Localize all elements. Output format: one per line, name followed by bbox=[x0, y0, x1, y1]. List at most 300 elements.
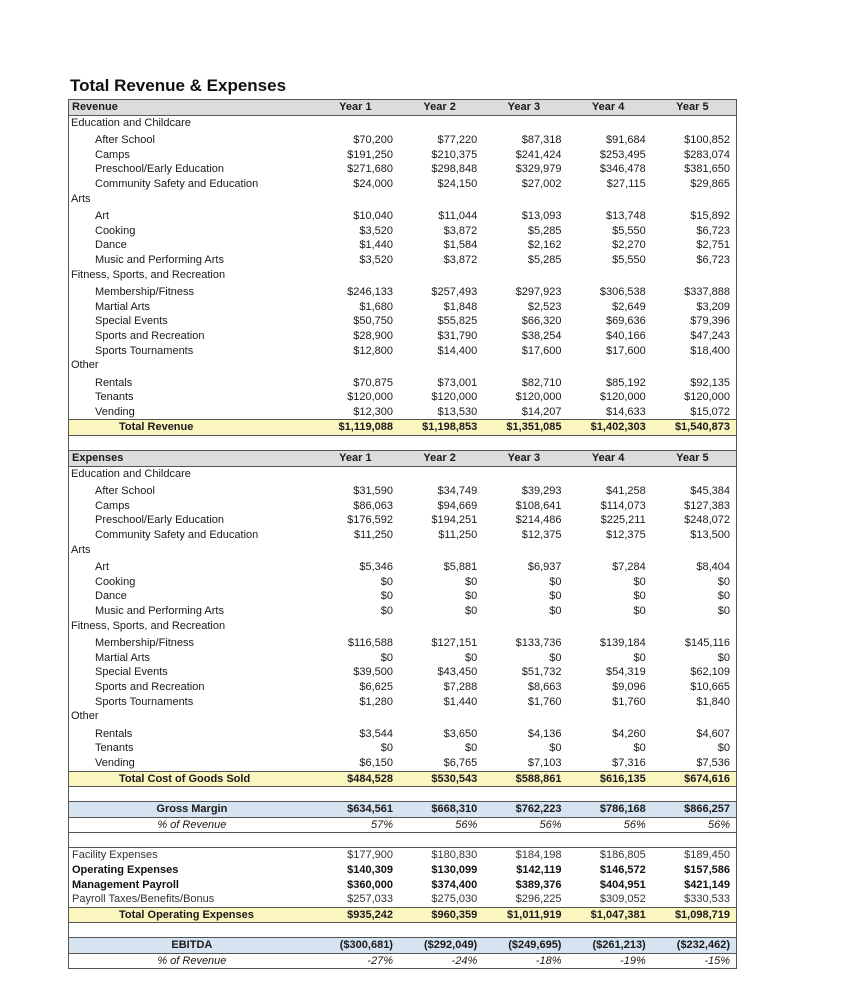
value-cell: $12,800 bbox=[353, 344, 393, 357]
line-item-label: Special Events bbox=[95, 315, 168, 328]
line-item-row bbox=[69, 499, 736, 514]
value-cell: $1,680 bbox=[359, 300, 393, 313]
line-item-row bbox=[69, 756, 736, 771]
line-item-label: Vending bbox=[95, 405, 135, 418]
value-cell: $1,760 bbox=[527, 695, 562, 708]
ebitda-pct-row bbox=[69, 953, 736, 968]
value-cell: $24,150 bbox=[437, 177, 478, 190]
value-cell: $13,500 bbox=[690, 529, 730, 542]
value-cell: $120,000 bbox=[599, 391, 646, 404]
value-cell: $935,242 bbox=[315, 907, 399, 923]
value-cell: $82,710 bbox=[521, 376, 562, 389]
line-item-row bbox=[69, 665, 736, 680]
operating-expense-label: Payroll Taxes/Benefits/Bonus bbox=[72, 893, 215, 906]
value-cell: $374,400 bbox=[431, 878, 478, 891]
value-cell: -24% bbox=[451, 954, 478, 967]
category-label: Fitness, Sports, and Recreation bbox=[71, 268, 226, 281]
line-item-row bbox=[69, 741, 736, 756]
value-cell: $0 bbox=[717, 742, 730, 755]
value-cell: $24,000 bbox=[353, 177, 393, 190]
value-cell: $9,096 bbox=[612, 680, 646, 693]
value-cell: $4,136 bbox=[527, 727, 562, 740]
value-cell: $31,790 bbox=[437, 329, 478, 342]
category-label: Arts bbox=[71, 192, 91, 205]
value-cell: $421,149 bbox=[684, 878, 730, 891]
value-cell: $360,000 bbox=[347, 878, 393, 891]
value-cell: $38,254 bbox=[521, 329, 562, 342]
value-cell: $3,872 bbox=[443, 224, 478, 237]
value-cell: $1,119,088 bbox=[315, 420, 399, 436]
line-item-label: Art bbox=[95, 210, 110, 223]
value-cell: $0 bbox=[717, 590, 730, 603]
value-cell: $39,293 bbox=[521, 485, 562, 498]
value-cell: $588,861 bbox=[483, 771, 567, 787]
value-cell: $346,478 bbox=[599, 163, 646, 176]
value-cell: $6,150 bbox=[359, 756, 393, 769]
value-cell: $50,750 bbox=[353, 315, 393, 328]
line-item-row bbox=[69, 528, 736, 543]
value-cell: $1,198,853 bbox=[399, 420, 483, 436]
value-cell: $5,550 bbox=[612, 224, 646, 237]
value-cell: $11,250 bbox=[354, 529, 393, 542]
value-cell: $225,211 bbox=[600, 514, 646, 527]
operating-expense-label: Facility Expenses bbox=[69, 848, 315, 863]
value-cell: $12,375 bbox=[521, 529, 562, 542]
value-cell: $530,543 bbox=[399, 771, 483, 787]
value-cell: $3,544 bbox=[359, 727, 393, 740]
value-cell: $120,000 bbox=[347, 391, 393, 404]
value-cell: ($232,462) bbox=[652, 938, 736, 954]
value-cell: $3,650 bbox=[443, 727, 478, 740]
value-cell: $0 bbox=[633, 742, 646, 755]
line-item-label: Cooking bbox=[95, 224, 136, 237]
value-cell: $145,116 bbox=[684, 637, 730, 650]
line-item-label: Cooking bbox=[95, 575, 136, 588]
line-item-label: Sports and Recreation bbox=[95, 680, 205, 693]
line-item-row bbox=[69, 238, 736, 253]
value-cell: $0 bbox=[380, 742, 393, 755]
value-cell: $3,520 bbox=[359, 253, 393, 266]
line-item-row bbox=[69, 724, 736, 742]
year-header: Year 5 bbox=[652, 100, 736, 115]
value-cell: $7,536 bbox=[696, 756, 730, 769]
value-cell: $180,830 bbox=[399, 848, 483, 863]
value-cell: ($261,213) bbox=[567, 938, 651, 954]
value-cell: $133,736 bbox=[515, 637, 562, 650]
value-cell: $39,500 bbox=[353, 666, 393, 679]
value-cell: $271,680 bbox=[347, 163, 393, 176]
value-cell: $31,590 bbox=[353, 485, 393, 498]
line-item-row bbox=[69, 405, 736, 420]
value-cell: $186,805 bbox=[567, 848, 651, 863]
value-cell: $86,063 bbox=[353, 499, 393, 512]
line-item-row bbox=[69, 300, 736, 315]
value-cell: $1,098,719 bbox=[652, 907, 736, 923]
value-cell: $79,396 bbox=[690, 315, 730, 328]
value-cell: $130,099 bbox=[431, 863, 478, 876]
value-cell: $0 bbox=[549, 605, 562, 617]
line-item-label: Community Safety and Education bbox=[95, 177, 259, 190]
value-cell: $5,881 bbox=[443, 561, 478, 574]
value-cell: $3,520 bbox=[359, 224, 393, 237]
value-cell: ($300,681) bbox=[315, 938, 399, 954]
value-cell: $2,270 bbox=[612, 239, 646, 252]
value-cell: $54,319 bbox=[605, 666, 646, 679]
line-item-label: Tenants bbox=[95, 742, 134, 755]
line-item-label: Special Events bbox=[95, 666, 168, 679]
gross_margin-pct-row bbox=[69, 817, 736, 833]
category-row bbox=[69, 466, 736, 481]
value-cell: $214,486 bbox=[515, 514, 562, 527]
value-cell: $5,285 bbox=[527, 224, 562, 237]
value-cell: $329,979 bbox=[515, 163, 562, 176]
category-label: Other bbox=[71, 710, 99, 723]
value-cell: $5,285 bbox=[527, 253, 562, 266]
value-cell: 56% bbox=[399, 817, 483, 833]
line-item-label: Martial Arts bbox=[95, 300, 151, 313]
value-cell: $87,318 bbox=[521, 134, 562, 147]
value-cell: $120,000 bbox=[431, 391, 478, 404]
year-header: Year 4 bbox=[567, 100, 651, 115]
value-cell: $2,649 bbox=[612, 300, 646, 313]
value-cell: 56% bbox=[567, 817, 651, 833]
operating-expense-row bbox=[69, 878, 736, 893]
year-header: Year 5 bbox=[652, 451, 736, 467]
value-cell: $47,243 bbox=[690, 329, 730, 342]
value-cell: $11,250 bbox=[438, 529, 478, 542]
line-item-row bbox=[69, 604, 736, 619]
value-cell: $0 bbox=[464, 575, 478, 588]
line-item-row bbox=[69, 224, 736, 239]
value-cell: $94,669 bbox=[437, 499, 478, 512]
operating-expense-row bbox=[69, 863, 736, 878]
value-cell: $6,625 bbox=[359, 680, 393, 693]
value-cell: $7,284 bbox=[612, 561, 646, 574]
value-cell: $1,540,873 bbox=[652, 420, 736, 436]
value-cell: $0 bbox=[464, 742, 478, 755]
value-cell: $13,093 bbox=[521, 210, 562, 223]
value-cell: ($292,049) bbox=[399, 938, 483, 954]
category-label: Other bbox=[71, 359, 99, 372]
value-cell: -27% bbox=[367, 954, 393, 967]
value-cell: $29,865 bbox=[690, 177, 730, 190]
value-cell: $15,892 bbox=[690, 210, 730, 223]
line-item-row bbox=[69, 130, 736, 148]
category-row bbox=[69, 709, 736, 724]
year-header: Year 3 bbox=[483, 451, 567, 467]
value-cell: $4,260 bbox=[612, 727, 646, 740]
revenue-total-row bbox=[69, 420, 736, 436]
value-cell: $0 bbox=[549, 590, 562, 603]
value-cell: $0 bbox=[633, 651, 646, 664]
value-cell: $7,316 bbox=[612, 756, 646, 769]
revenue-header-row bbox=[69, 100, 736, 115]
spacer bbox=[69, 923, 736, 938]
value-cell: $786,168 bbox=[567, 802, 651, 818]
value-cell: $18,400 bbox=[690, 344, 730, 357]
value-cell: $674,616 bbox=[652, 771, 736, 787]
spacer-row bbox=[69, 436, 736, 451]
value-cell: $1,440 bbox=[443, 695, 478, 708]
operating-total-row bbox=[69, 907, 736, 923]
value-cell: $127,383 bbox=[684, 499, 730, 512]
expenses-total-row bbox=[69, 771, 736, 787]
line-item-row bbox=[69, 282, 736, 300]
value-cell: $1,402,303 bbox=[567, 420, 651, 436]
value-cell: $177,900 bbox=[315, 848, 399, 863]
value-cell: $1,584 bbox=[443, 239, 478, 252]
value-cell: $17,600 bbox=[521, 344, 562, 357]
value-cell: $10,040 bbox=[353, 210, 393, 223]
value-cell: $27,115 bbox=[606, 177, 646, 190]
value-cell: $1,047,381 bbox=[567, 907, 651, 923]
line-item-row bbox=[69, 513, 736, 528]
gross_margin-label: Gross Margin bbox=[69, 802, 315, 818]
category-label: Education and Childcare bbox=[71, 116, 191, 129]
value-cell: $0 bbox=[633, 590, 646, 603]
value-cell: $1,280 bbox=[359, 695, 393, 708]
line-item-row bbox=[69, 695, 736, 710]
value-cell: $66,320 bbox=[521, 315, 562, 328]
operating-expense-label: Management Payroll bbox=[72, 878, 179, 891]
value-cell: $634,561 bbox=[315, 802, 399, 818]
value-cell: $140,309 bbox=[347, 863, 393, 876]
value-cell: $8,404 bbox=[696, 561, 730, 574]
value-cell: $15,072 bbox=[690, 405, 730, 418]
value-cell: $191,250 bbox=[347, 148, 393, 161]
value-cell: $0 bbox=[380, 651, 393, 664]
value-cell: $73,001 bbox=[437, 376, 478, 389]
value-cell: $12,300 bbox=[353, 405, 393, 418]
value-cell: -15% bbox=[704, 954, 730, 967]
operating-expense-row bbox=[69, 848, 736, 863]
value-cell: $92,135 bbox=[690, 376, 730, 389]
line-item-label: Music and Performing Arts bbox=[95, 605, 224, 617]
line-item-label: Camps bbox=[95, 148, 130, 161]
value-cell: $70,200 bbox=[353, 134, 393, 147]
line-item-label: Preschool/Early Education bbox=[95, 514, 225, 527]
line-item-label: Camps bbox=[95, 499, 130, 512]
value-cell: -18% bbox=[535, 954, 562, 967]
value-cell: $14,400 bbox=[437, 344, 478, 357]
section-header: Expenses bbox=[69, 451, 315, 467]
operating-expense-label: Operating Expenses bbox=[72, 863, 179, 876]
value-cell: 57% bbox=[315, 817, 399, 833]
value-cell: $142,119 bbox=[516, 863, 562, 876]
value-cell: 56% bbox=[483, 817, 567, 833]
value-cell: $2,523 bbox=[527, 300, 562, 313]
value-cell: $960,359 bbox=[399, 907, 483, 923]
value-cell: $309,052 bbox=[599, 893, 646, 906]
value-cell: $45,384 bbox=[690, 485, 730, 498]
line-item-label: Community Safety and Education bbox=[95, 529, 259, 542]
line-item-row bbox=[69, 390, 736, 405]
line-item-label: Membership/Fitness bbox=[95, 637, 195, 650]
value-cell: $1,351,085 bbox=[483, 420, 567, 436]
year-header: Year 4 bbox=[567, 451, 651, 467]
category-label: Arts bbox=[71, 543, 91, 556]
value-cell: $17,600 bbox=[605, 344, 646, 357]
line-item-label: Membership/Fitness bbox=[95, 286, 195, 299]
line-item-row bbox=[69, 633, 736, 651]
line-item-row bbox=[69, 344, 736, 359]
value-cell: -19% bbox=[620, 954, 646, 967]
line-item-label: Vending bbox=[95, 756, 135, 769]
value-cell: $41,258 bbox=[605, 485, 646, 498]
value-cell: $257,493 bbox=[431, 286, 478, 299]
value-cell: $0 bbox=[549, 575, 562, 588]
line-item-label: Rentals bbox=[95, 727, 133, 740]
value-cell: $91,684 bbox=[605, 134, 646, 147]
line-item-label: Martial Arts bbox=[95, 651, 151, 664]
value-cell: $0 bbox=[549, 742, 562, 755]
value-cell: $51,732 bbox=[521, 666, 562, 679]
value-cell: $5,550 bbox=[612, 253, 646, 266]
pct-label: % of Revenue bbox=[69, 817, 315, 833]
category-row bbox=[69, 619, 736, 634]
value-cell: $85,192 bbox=[605, 376, 646, 389]
value-cell: $275,030 bbox=[431, 893, 478, 906]
value-cell: $6,723 bbox=[696, 224, 730, 237]
value-cell: $14,633 bbox=[605, 405, 646, 418]
value-cell: $0 bbox=[380, 575, 393, 588]
value-cell: $3,872 bbox=[443, 253, 478, 266]
line-item-row bbox=[69, 481, 736, 499]
value-cell: $1,760 bbox=[612, 695, 646, 708]
value-cell: $139,184 bbox=[599, 637, 646, 650]
value-cell: $194,251 bbox=[431, 514, 478, 527]
spacer bbox=[69, 833, 736, 848]
value-cell: $69,636 bbox=[605, 315, 646, 328]
value-cell: $246,133 bbox=[347, 286, 393, 299]
value-cell: ($249,695) bbox=[483, 938, 567, 954]
value-cell: $306,538 bbox=[599, 286, 646, 299]
spacer bbox=[69, 787, 736, 802]
line-item-label: Sports Tournaments bbox=[95, 344, 194, 357]
value-cell: $389,376 bbox=[515, 878, 562, 891]
financial-table bbox=[68, 99, 737, 969]
line-item-row bbox=[69, 253, 736, 268]
value-cell: $298,848 bbox=[431, 163, 478, 176]
value-cell: $1,840 bbox=[696, 695, 730, 708]
value-cell: $0 bbox=[717, 651, 730, 664]
value-cell: $114,073 bbox=[600, 499, 646, 512]
category-label: Fitness, Sports, and Recreation bbox=[71, 619, 226, 632]
value-cell: $55,825 bbox=[437, 315, 478, 328]
value-cell: $6,765 bbox=[443, 756, 478, 769]
value-cell: $2,751 bbox=[696, 239, 730, 252]
value-cell: $6,723 bbox=[696, 253, 730, 266]
line-item-row bbox=[69, 589, 736, 604]
line-item-label: Sports and Recreation bbox=[95, 329, 205, 342]
total-label: Total Revenue bbox=[69, 420, 315, 436]
value-cell: $120,000 bbox=[515, 391, 562, 404]
year-header: Year 3 bbox=[483, 100, 567, 115]
line-item-label: After School bbox=[95, 485, 155, 498]
total-label: Total Operating Expenses bbox=[69, 907, 315, 923]
value-cell: $6,937 bbox=[527, 561, 562, 574]
value-cell: $4,607 bbox=[696, 727, 730, 740]
line-item-row bbox=[69, 177, 736, 192]
line-item-row bbox=[69, 680, 736, 695]
line-item-row bbox=[69, 557, 736, 575]
table-body bbox=[69, 100, 736, 968]
value-cell: $28,900 bbox=[353, 329, 393, 342]
gross_margin-row bbox=[69, 802, 736, 818]
value-cell: $116,588 bbox=[347, 637, 393, 650]
line-item-label: Tenants bbox=[95, 391, 134, 404]
value-cell: $2,162 bbox=[527, 239, 562, 252]
line-item-label: Dance bbox=[95, 590, 127, 603]
value-cell: $253,495 bbox=[599, 148, 646, 161]
value-cell: $5,346 bbox=[359, 561, 393, 574]
value-cell: $1,848 bbox=[443, 300, 478, 313]
value-cell: $381,650 bbox=[684, 163, 730, 176]
value-cell: $100,852 bbox=[684, 134, 730, 147]
value-cell: $70,875 bbox=[353, 376, 393, 389]
category-row bbox=[69, 268, 736, 283]
value-cell: $484,528 bbox=[315, 771, 399, 787]
value-cell: $296,225 bbox=[515, 893, 562, 906]
value-cell: $762,223 bbox=[483, 802, 567, 818]
section-header: Revenue bbox=[69, 100, 315, 115]
spacer-row bbox=[69, 787, 736, 802]
line-item-row bbox=[69, 373, 736, 391]
value-cell: $0 bbox=[464, 651, 478, 664]
value-cell: $27,002 bbox=[521, 177, 562, 190]
value-cell: $0 bbox=[464, 590, 478, 603]
expenses-header-row bbox=[69, 451, 736, 467]
page-title: Total Revenue & Expenses bbox=[70, 76, 287, 95]
value-cell: $62,109 bbox=[690, 666, 730, 679]
value-cell: $40,166 bbox=[605, 329, 646, 342]
value-cell: $0 bbox=[717, 575, 730, 588]
category-row bbox=[69, 192, 736, 207]
line-item-row bbox=[69, 162, 736, 177]
line-item-row bbox=[69, 314, 736, 329]
category-row bbox=[69, 543, 736, 558]
ebitda-row bbox=[69, 938, 736, 954]
line-item-label: After School bbox=[95, 134, 155, 147]
value-cell: $3,209 bbox=[696, 300, 730, 313]
line-item-label: Preschool/Early Education bbox=[95, 163, 225, 176]
line-item-label: Rentals bbox=[95, 376, 133, 389]
value-cell: $0 bbox=[380, 605, 393, 617]
value-cell: $12,375 bbox=[605, 529, 646, 542]
total-label: Total Cost of Goods Sold bbox=[69, 771, 315, 787]
value-cell: $616,135 bbox=[567, 771, 651, 787]
spacer-row bbox=[69, 923, 736, 938]
line-item-label: Sports Tournaments bbox=[95, 695, 194, 708]
value-cell: $7,103 bbox=[527, 756, 562, 769]
value-cell: $241,424 bbox=[515, 148, 562, 161]
value-cell: $13,748 bbox=[605, 210, 646, 223]
spacer-row bbox=[69, 833, 736, 848]
line-item-label: Dance bbox=[95, 239, 127, 252]
year-header: Year 2 bbox=[399, 100, 483, 115]
line-item-row bbox=[69, 651, 736, 666]
spacer bbox=[69, 436, 736, 451]
value-cell: $248,072 bbox=[684, 514, 730, 527]
value-cell: $157,586 bbox=[684, 863, 730, 876]
value-cell: $146,572 bbox=[599, 863, 646, 876]
value-cell: $184,198 bbox=[483, 848, 567, 863]
value-cell: $1,440 bbox=[359, 239, 393, 252]
value-cell: $7,288 bbox=[443, 680, 478, 693]
value-cell: $127,151 bbox=[431, 637, 478, 650]
line-item-row bbox=[69, 575, 736, 590]
category-row bbox=[69, 358, 736, 373]
